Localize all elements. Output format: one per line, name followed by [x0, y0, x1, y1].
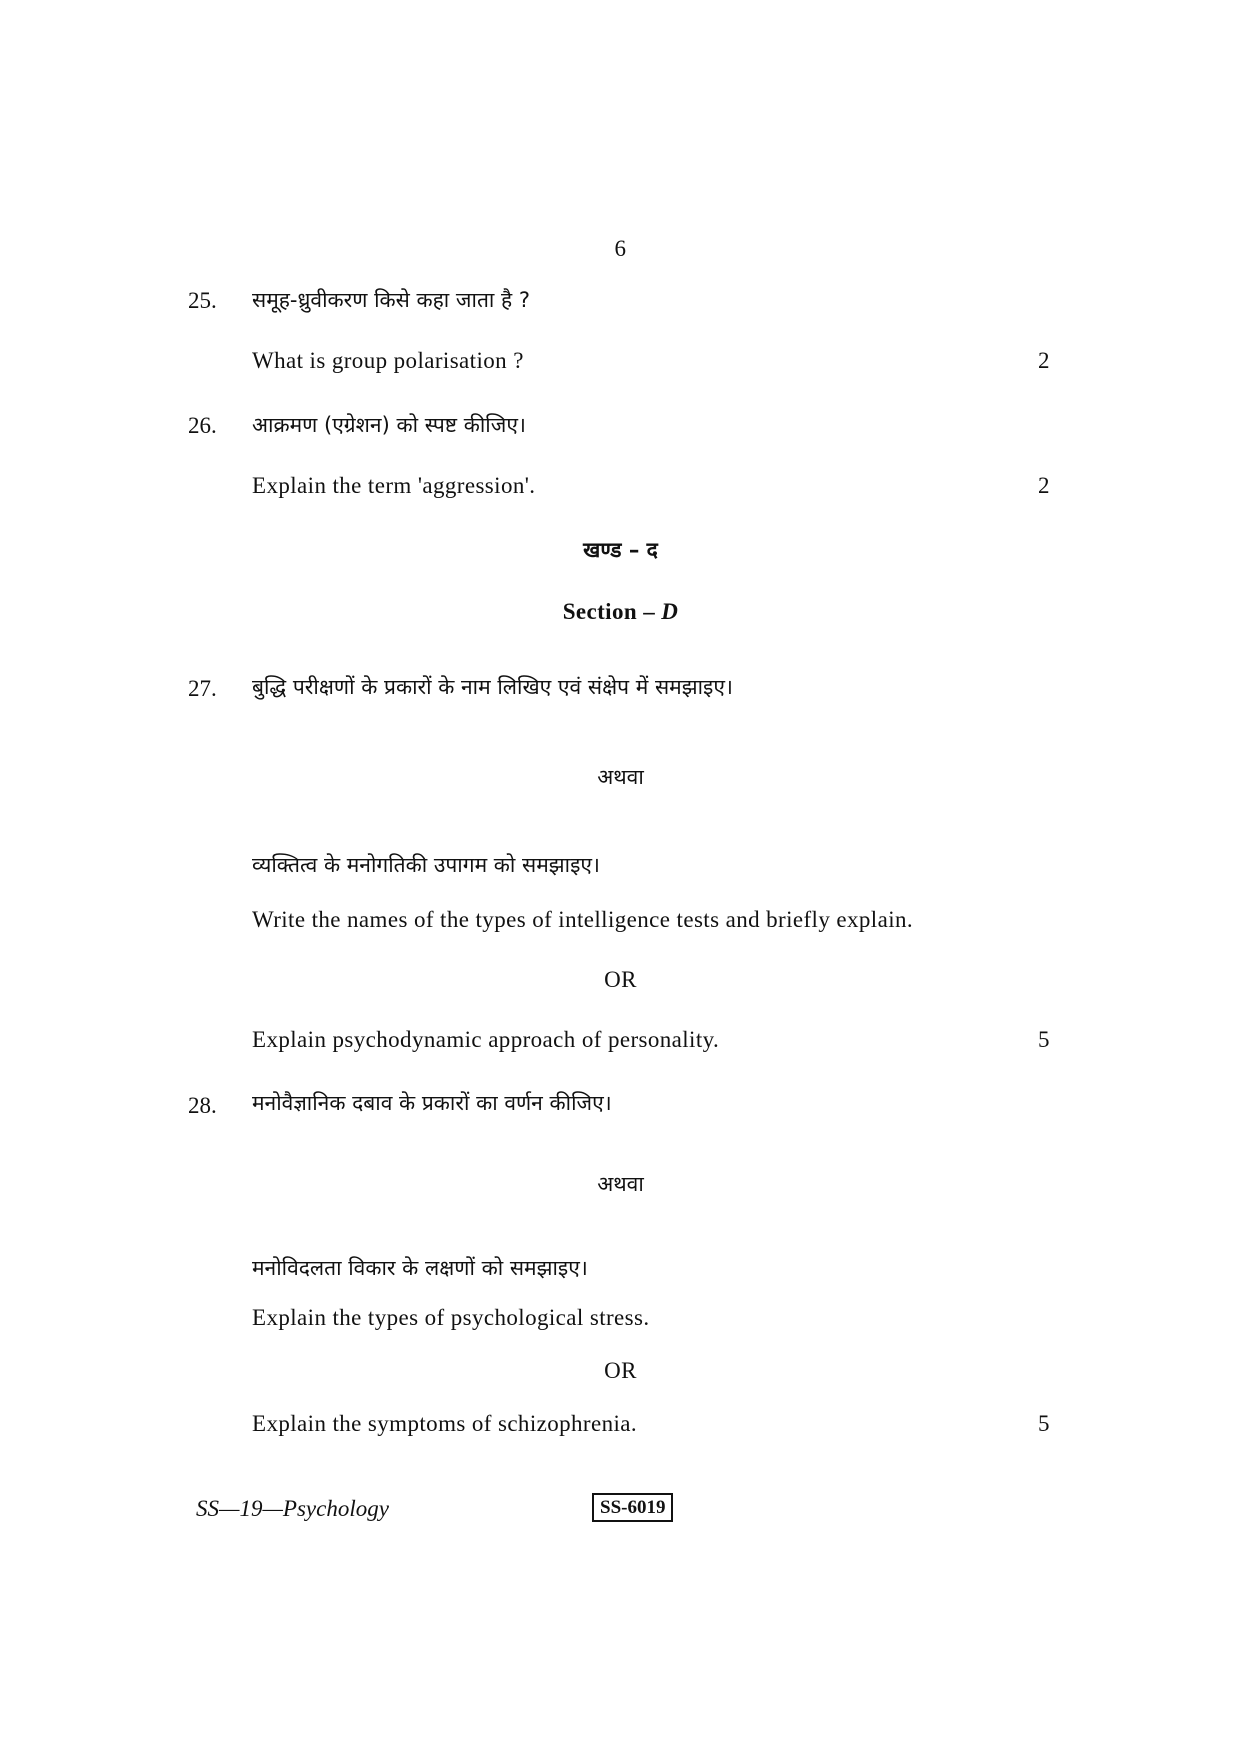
question-hindi: आक्रमण (एग्रेशन) को स्पष्ट कीजिए।	[252, 413, 526, 437]
section-title-letter: D	[661, 599, 679, 624]
question-marks: 5	[1038, 1027, 1050, 1052]
question-english-or: OR	[604, 967, 637, 992]
question-english: Explain the term 'aggression'.	[252, 473, 536, 498]
question-number: 27.	[188, 676, 217, 701]
question-english-alt: Explain the symptoms of schizophrenia.	[252, 1411, 638, 1436]
question-english-or: OR	[604, 1358, 637, 1383]
question-marks: 2	[1038, 473, 1050, 498]
page-number: 6	[614, 236, 627, 261]
footer-series: SS—19—Psychology	[196, 1496, 389, 1521]
question-hindi-alt: व्यक्तित्व के मनोगतिकी उपागम को समझाइए।	[252, 853, 600, 877]
question-marks: 2	[1038, 348, 1050, 373]
question-english: What is group polarisation ?	[252, 348, 524, 373]
footer-code-box: SS-6019	[592, 1493, 673, 1522]
question-english-alt: Explain psychodynamic approach of personality.	[252, 1027, 720, 1052]
question-number: 26.	[188, 413, 217, 438]
question-hindi-alt: मनोविदलता विकार के लक्षणों को समझाइए।	[252, 1256, 588, 1280]
question-english-main: Write the names of the types of intelligence tests and briefly explain.	[252, 907, 914, 932]
question-hindi: समूह-ध्रुवीकरण किसे कहा जाता है ?	[252, 288, 530, 312]
question-hindi-or: अथवा	[597, 765, 644, 789]
section-title-english	[0, 599, 1241, 625]
question-number: 25.	[188, 288, 217, 313]
section-title-hindi: खण्ड – द	[583, 538, 658, 562]
question-hindi-or: अथवा	[597, 1172, 644, 1196]
question-english-main: Explain the types of psychological stress.	[252, 1305, 650, 1330]
question-number: 28.	[188, 1093, 217, 1118]
question-hindi-main: बुद्धि परीक्षणों के प्रकारों के नाम लिखिए एवं संक्षेप में समझाइए।	[252, 675, 733, 699]
question-marks: 5	[1038, 1411, 1050, 1436]
question-hindi-main: मनोवैज्ञानिक दबाव के प्रकारों का वर्णन कीजिए।	[252, 1091, 612, 1115]
section-title-prefix: Section –	[562, 599, 662, 624]
